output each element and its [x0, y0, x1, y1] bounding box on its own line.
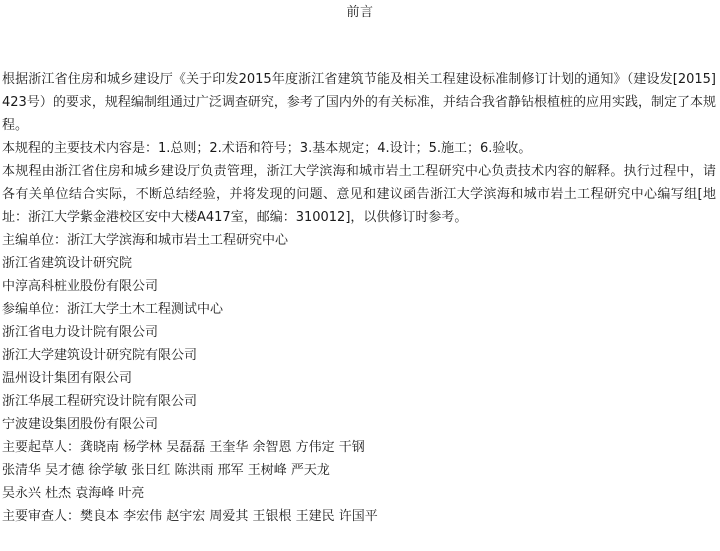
main-reviewers: 主要审查人：樊良本 李宏伟 赵宇宏 周爱其 王银根 王建民 许国平	[2, 509, 378, 524]
participating-unit: 参编单位：浙江大学土木工程测试中心	[2, 302, 224, 317]
paragraph-basis: 根据浙江省住房和城乡建设厅《关于印发2015年度浙江省建筑节能及相关工程建设标准制修订计划的通知》（建设发[2015]423号）的要求，规程编制组通过广泛调查研究，参考了国内外的有关标准，并结合我省静钻根植桩的应用实践，制定了本规程。	[2, 72, 716, 133]
main-drafters-3: 吴永兴 杜杰 袁海峰 叶亮	[2, 486, 145, 501]
chief-editor-unit-2: 浙江省建筑设计研究院	[2, 256, 133, 271]
participating-unit-2: 浙江省电力设计院有限公司	[2, 325, 159, 340]
participating-unit-6: 宁波建设集团股份有限公司	[2, 417, 159, 432]
paragraph-management: 本规程由浙江省住房和城乡建设厅负责管理，浙江大学滨海和城市岩土工程研究中心负责技术内容的解释。执行过程中，请各有关单位结合实际，不断总结经验，并将发现的问题、意见和建议函告浙江大学滨海和城市岩土工程研究中心编写组[地址：浙江大学紫金港校区安中大楼A417室，邮编：310012]，以供修订时参考。	[2, 164, 716, 225]
main-drafters-2: 张清华 吴才德 徐学敏 张日红 陈洪雨 邢军 王树峰 严天龙	[2, 463, 330, 478]
paragraph-contents: 本规程的主要技术内容是：1.总则；2.术语和符号；3.基本规定；4.设计；5.施工；6.验收。	[2, 141, 532, 156]
participating-unit-4: 温州设计集团有限公司	[2, 371, 133, 386]
document-body	[0, 68, 716, 528]
chief-editor-unit-3: 中淳高科桩业股份有限公司	[2, 279, 159, 294]
chief-editor-unit: 主编单位：浙江大学滨海和城市岩土工程研究中心	[2, 233, 289, 248]
participating-unit-3: 浙江大学建筑设计研究院有限公司	[2, 348, 198, 363]
main-drafters: 主要起草人：龚晓南 杨学林 吴磊磊 王奎华 余智恩 方伟定 干钢	[2, 440, 365, 455]
page-title: 前言	[346, 5, 374, 20]
participating-unit-5: 浙江华展工程研究设计院有限公司	[2, 394, 198, 409]
